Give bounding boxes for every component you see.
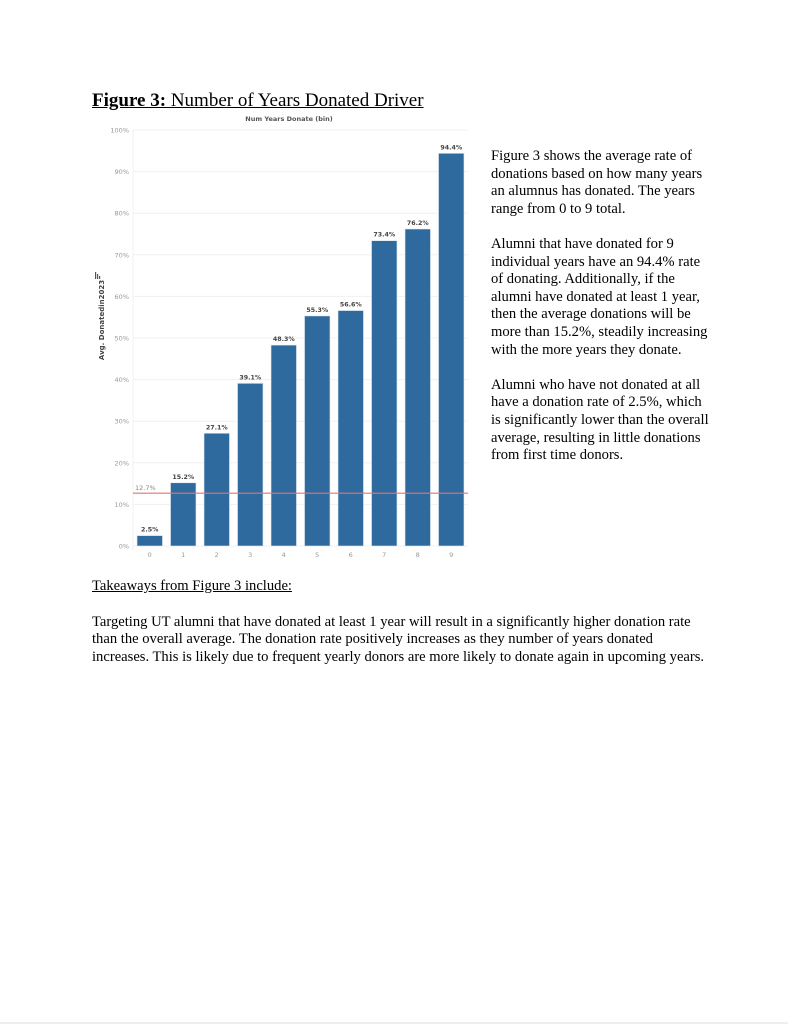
bar-value-label: 94.4% — [440, 144, 463, 152]
y-tick-label: 10% — [114, 500, 129, 509]
bar-chart — [92, 115, 477, 570]
bar-value-label: 2.5% — [141, 526, 159, 534]
bar-6[interactable] — [338, 311, 363, 546]
bar-9[interactable] — [439, 153, 464, 546]
side-commentary — [491, 148, 713, 482]
x-tick-label: 8 — [415, 551, 420, 559]
sort-icon-bar — [99, 276, 100, 279]
bar-value-label: 73.4% — [373, 231, 396, 239]
bar-value-label: 48.3% — [272, 336, 295, 344]
sort-icon-bar — [95, 272, 96, 279]
bar-4[interactable] — [271, 345, 296, 546]
paragraph-overview: Figure 3 shows the average rate of donations based on how many years an alumnus has donated. The years range from 0 to 9 total. — [491, 148, 703, 217]
y-tick-label: 0% — [118, 542, 129, 551]
x-tick-label: 9 — [449, 551, 454, 559]
y-tick-label: 60% — [114, 292, 129, 301]
bar-value-label: 56.6% — [339, 301, 362, 309]
bar-3[interactable] — [238, 383, 263, 546]
bar-0[interactable] — [137, 536, 162, 546]
bar-7[interactable] — [372, 241, 397, 546]
bar-8[interactable] — [405, 229, 430, 546]
y-tick-label: 50% — [114, 334, 129, 343]
paragraph-zero-years: Alumni who have not donated at all have a donation rate of 2.5%, which is significantly lower than the overall average, resulting in little donations from first time donors. — [491, 376, 709, 464]
x-tick-label: 4 — [281, 551, 286, 559]
x-tick-label: 5 — [315, 551, 320, 559]
y-axis-ticks — [110, 127, 129, 551]
takeaways-body: Targeting UT alumni that have donated at least 1 year will result in a significantly higher donation rate than the overall average. The donation rate positively increases as they number of years donated increases. This is likely due to frequent yearly donors are more likely to donate again in upcoming years. — [92, 614, 705, 665]
sort-descending-icon[interactable] — [95, 272, 100, 279]
bar-value-label: 27.1% — [205, 424, 228, 432]
x-tick-label: 1 — [181, 551, 186, 559]
y-tick-label: 100% — [110, 126, 129, 135]
x-tick-label: 2 — [214, 551, 219, 559]
y-tick-label: 70% — [114, 251, 129, 260]
bar-2[interactable] — [204, 433, 229, 546]
bar-value-label: 39.1% — [239, 374, 262, 382]
y-tick-label: 20% — [114, 459, 129, 468]
x-tick-label: 7 — [382, 551, 387, 559]
takeaways-heading: Takeaways from Figure 3 include: — [92, 578, 292, 594]
chart-title: Num Years Donate (bin) — [245, 115, 333, 123]
y-tick-label: 30% — [114, 417, 129, 426]
figure-label: Figure 3: — [92, 90, 167, 111]
y-tick-label: 40% — [114, 376, 129, 385]
y-tick-label: 90% — [114, 168, 129, 177]
bar-value-label: 15.2% — [172, 473, 195, 481]
x-tick-label: 0 — [147, 551, 152, 559]
sort-icon-bar — [97, 274, 98, 279]
figure-title-text: Number of Years Donated Driver — [166, 90, 424, 111]
x-axis-ticks — [148, 551, 454, 559]
bar-value-label: 55.3% — [306, 306, 329, 314]
x-tick-label: 3 — [248, 551, 253, 559]
reference-line-label: 12.7% — [135, 484, 156, 493]
figure-title — [92, 90, 424, 112]
x-tick-label: 6 — [348, 551, 353, 559]
paragraph-nine-years: Alumni that have donated for 9 individual years have an 94.4% rate of donating. Additionally, if the alumni have donated at least 1 year, then the average donations will be more than 15.2%, steadily increasing with the more years they donate. — [491, 235, 708, 358]
y-axis-label: Avg. Donatedin2023 — [98, 279, 106, 361]
bars — [137, 144, 464, 546]
bar-1[interactable] — [171, 483, 196, 546]
y-tick-label: 80% — [114, 209, 129, 218]
bar-5[interactable] — [305, 316, 330, 546]
y-axis-label-group — [95, 272, 106, 360]
bar-value-label: 76.2% — [406, 220, 429, 228]
